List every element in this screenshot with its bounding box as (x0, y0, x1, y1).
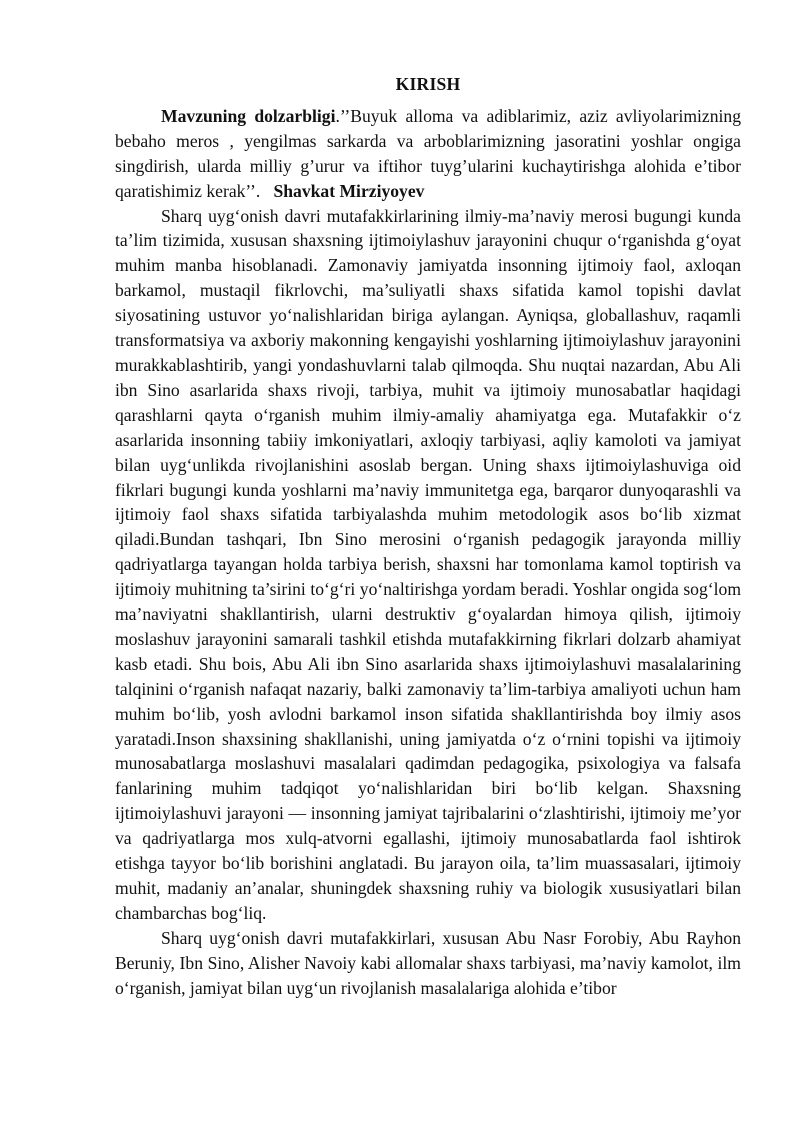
quote-author: Shavkat Mirziyoyev (273, 180, 425, 201)
document-page (115, 72, 741, 1001)
body-paragraph-2: Sharq uyg‘onish davri mutafakkirlari, xususan Abu Nasr Forobiy, Abu Rayhon Beruniy, Ibn Sino, Alisher Navoiy kabi allomalar shaxs tarbiyasi, ma’naviy kamolot, ilm o‘rganish, jamiyat bilan uyg‘un rivojlanish masalalariga alohida e’tibor (115, 927, 741, 998)
document-title: KIRISH (395, 74, 461, 94)
intro-quote: .’’Buyuk alloma va adiblarimiz, aziz avliyolarimizning bebaho meros , yengilmas sarkarda va arboblarimizning jasoratini yoshlar ongiga singdirish, ularda milliy g’urur va iftihor tuyg’ularini kuchaytirishga alohida e’tibor qaratishimiz kerak’’. (115, 105, 741, 201)
body-paragraph-1: Sharq uyg‘onish davri mutafakkirlarining ilmiy-ma’naviy merosi bugungi kunda ta’lim tizimida, xususan shaxsning ijtimoiylashuv jarayonini chuqur o‘rganishda g‘oyat muhim manba hisoblanadi. Zamonaviy jamiyatda insonning ijtimoiy faol, axloqan barkamol, mustaqil fikrlovchi, ma’suliyatli shaxs sifatida kamol topishi davlat siyosatining ustuvor yo‘nalishlaridan biriga aylangan. Ayniqsa, globallashuv, raqamli transformatsiya va axboriy makonning kengayishi yoshlarning ijtimoiylashuv jarayonini murakkablashtirib, yangi yondashuvlarni talab qilmoqda. Shu nuqtai nazardan, Abu Ali ibn Sino asarlarida shaxs rivoji, tarbiya, muhit va ijtimoiy munosabatlar haqidagi qarashlarni qayta o‘rganish muhim ilmiy-amaliy ahamiyatga ega. Mutafakkir o‘z asarlarida insonning tabiiy imkoniyatlari, axloqiy tarbiyasi, aqliy kamoloti va jamiyat bilan uyg‘unlikda rivojlanishini asoslab bergan. Uning shaxs ijtimoiylashuviga oid fikrlari bugungi kunda yoshlarni ma’naviy immunitetga ega, barqaror dunyoqarashli va ijtimoiy faol shaxs sifatida tarbiyalashda muhim metodologik asos bo‘lib xizmat qiladi.Bundan tashqari, Ibn Sino merosini o‘rganish pedagogik jarayonda milliy qadriyatlarga tayangan holda tarbiya berish, shaxsni har tomonlama kamol toptirish va ijtimoiy muhitning ta’sirini to‘g‘ri yo‘naltirishga yordam beradi. Yoshlar ongida sog‘lom ma’naviyatni shakllantirish, ularni destruktiv g‘oyalardan himoya qilish, ijtimoiy moslashuv jarayonini samarali tashkil etishda mutafakkirning fikrlari dolzarb ahamiyat kasb etadi. Shu bois, Abu Ali ibn Sino asarlarida shaxs ijtimoiylashuvi masalalarining talqinini o‘rganish nafaqat nazariy, balki zamonaviy ta’lim-tarbiya amaliyoti uchun ham muhim bo‘lib, yosh avlodni barkamol inson sifatida shakllantirishda boy ilmiy asos yaratadi.Inson shaxsining shakllanishi, uning jamiyatda o‘z o‘rnini topishi va ijtimoiy munosabatlarga moslashuvi masalalari qadimdan pedagogika, psixologiya va falsafa fanlarining muhim tadqiqot yo‘nalishlaridan biri bo‘lib kelgan. Shaxsning ijtimoiylashuvi jarayoni — insonning jamiyat tajribalarini o‘zlashtirishi, ijtimoiy me’yor va qadriyatlarga mos xulq-atvorni egallashi, ijtimoiy munosabatlarda faol ishtirok etishga tayyor bo‘lib borishini anglatadi. Bu jarayon oila, ta’lim muassasalari, ijtimoiy muhit, madaniy an’analar, shuningdek shaxsning ruhiy va biologik xususiyatlari bilan chambarchas bog‘liq. (115, 205, 741, 923)
relevance-heading: Mavzuning dolzarbligi (161, 105, 336, 126)
intro-paragraph (115, 104, 741, 204)
